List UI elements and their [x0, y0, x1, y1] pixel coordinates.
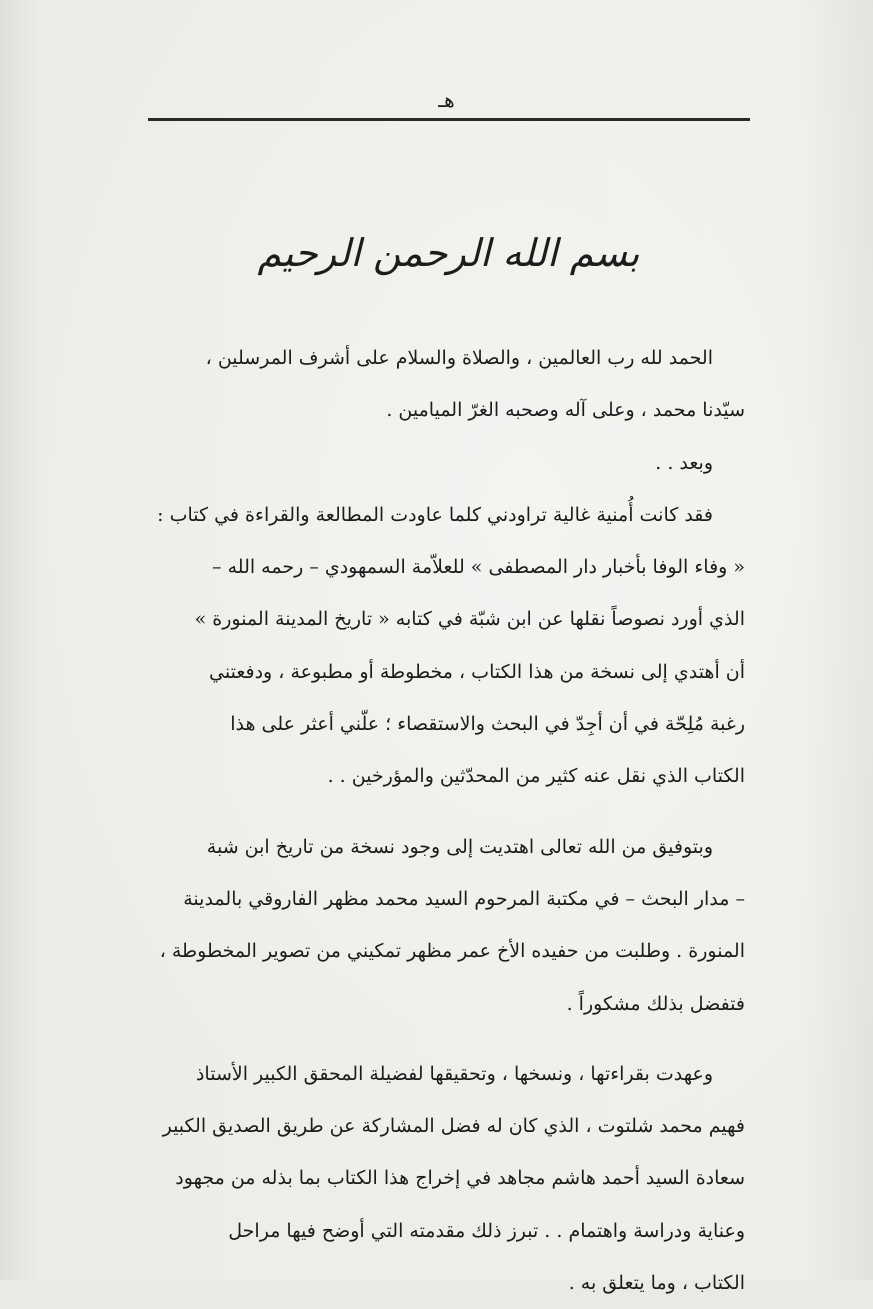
text-line: – مدار البحث – في مكتبة المرحوم السيد محمد مظهر الفاروقي بالمدينة — [183, 887, 745, 910]
text-line: وعناية ودراسة واهتمام . . تبرز ذلك مقدمته التي أوضح فيها مراحل — [228, 1219, 745, 1242]
page-number — [0, 88, 873, 112]
header-rule — [148, 118, 750, 121]
basmala-heading — [0, 218, 873, 288]
text-line: أن أهتدي إلى نسخة من هذا الكتاب ، مخطوطة أو مطبوعة ، ودفعتني — [209, 660, 745, 683]
text-line: فقد كانت أُمنية غالية تراودني كلما عاودت المطالعة والقراءة في كتاب : — [157, 503, 713, 526]
paragraph-discovery — [155, 821, 745, 1030]
text-line: « وفاء الوفا بأخبار دار المصطفى » للعلاّمة السمهودي – رحمه الله – — [212, 556, 745, 579]
text-line: الكتاب ، وما يتعلق به . — [568, 1272, 745, 1295]
paragraph-editing — [155, 1048, 745, 1309]
text-line: الذي أورد نصوصاً نقلها عن ابن شبّة في كتابه « تاريخ المدينة المنورة » — [194, 608, 745, 631]
text-line: سعادة السيد أحمد هاشم مجاهد في إخراج هذا الكتاب بما بذله من مجهود — [175, 1167, 745, 1190]
text-line: وبعد . . — [655, 451, 713, 474]
text-line: وعهدت بقراءتها ، ونسخها ، وتحقيقها لفضيلة المحقق الكبير الأستاذ — [195, 1062, 713, 1085]
text-line: الحمد لله رب العالمين ، والصلاة والسلام على أشرف المرسلين ، — [205, 347, 713, 369]
text-line: سيّدنا محمد ، وعلى آله وصحبه الغرّ الميامين . — [386, 399, 745, 422]
paragraph-wish — [155, 489, 745, 803]
body-text — [155, 332, 745, 1309]
text-line: المنورة . وطلبت من حفيده الأخ عمر مظهر تمكيني من تصوير المخطوطة ، — [159, 940, 745, 963]
text-line: رغبة مُلِحّة في أن أجِدّ في البحث والاستقصاء ؛ علّني أعثر على هذا — [230, 713, 745, 736]
text-line: وبتوفيق من الله تعالى اهتديت إلى وجود نسخة من تاريخ ابن شبة — [206, 835, 713, 858]
text-line: الكتاب الذي نقل عنه كثير من المحدّثين والمؤرخين . . — [327, 765, 745, 788]
text-line: فهيم محمد شلتوت ، الذي كان له فضل المشاركة عن طريق الصديق الكبير — [162, 1115, 745, 1138]
basmala-text: بسم الله الرحمن الرحيم — [257, 231, 640, 275]
paragraph-wabaad — [155, 437, 745, 489]
page-number-text: هـ — [438, 88, 455, 112]
paragraph-opening — [155, 332, 745, 437]
text-line: فتفضل بذلك مشكوراً . — [566, 992, 745, 1015]
